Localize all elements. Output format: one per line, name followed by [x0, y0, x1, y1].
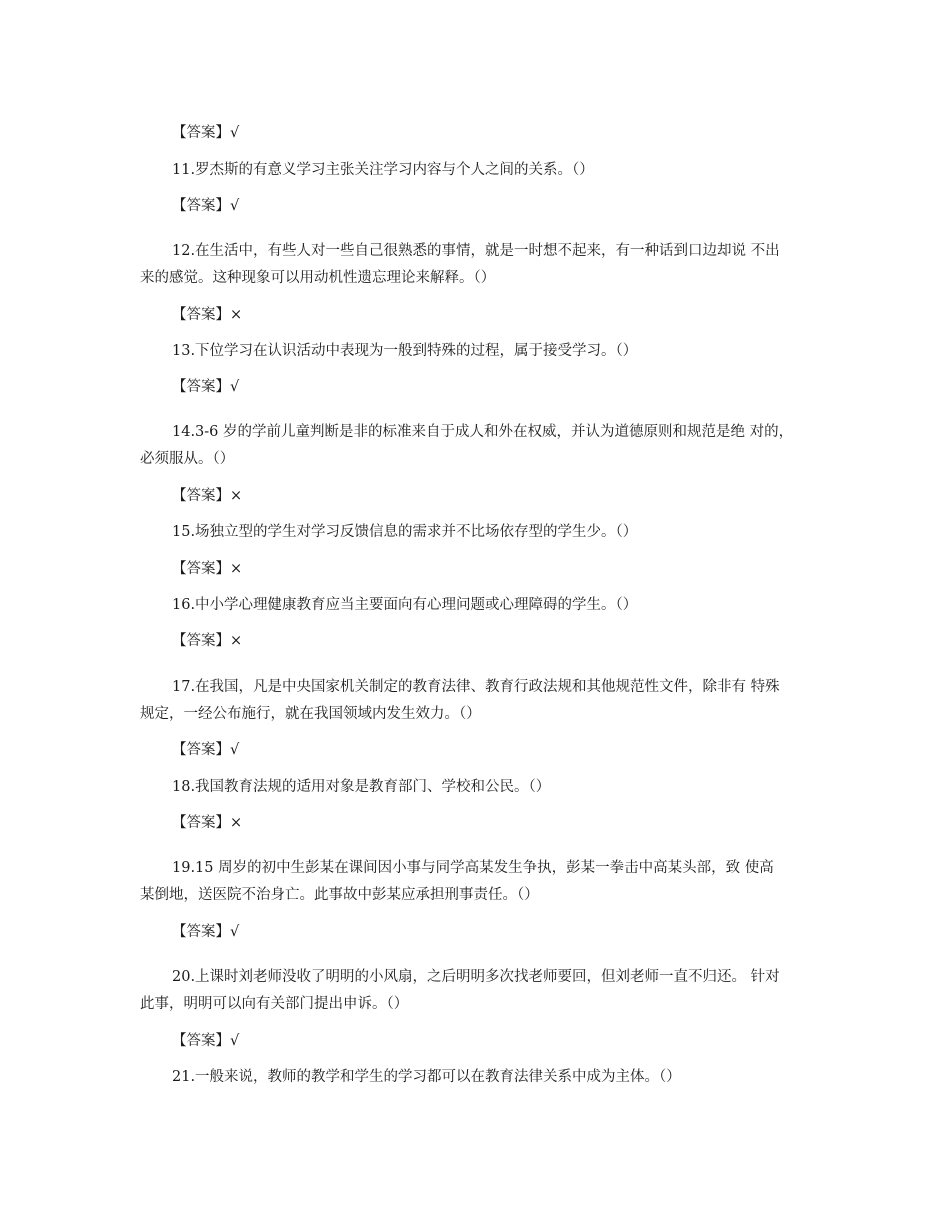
question-16: 16.中小学心理健康教育应当主要面向有心理问题或心理障碍的学生。（） — [172, 597, 638, 613]
question-14-continued: 必须服从。（） — [140, 451, 235, 467]
answer-line: 【答案】× — [172, 488, 243, 504]
question-18: 18.我国教育法规的适用对象是教育部门、学校和公民。（） — [172, 779, 551, 795]
question-12-continued: 来的感觉。这种现象可以用动机性遗忘理论来解释。（） — [140, 270, 496, 286]
question-14: 14.3-6 岁的学前儿童判断是非的标准来自于成人和外在权威，并认为道德原则和规范是绝 对的， — [172, 424, 794, 440]
answer-line: 【答案】× — [172, 633, 243, 649]
question-20-continued: 此事，明明可以向有关部门提出申诉。（） — [140, 996, 409, 1012]
question-19: 19.15 周岁的初中生彭某在课间因小事与同学高某发生争执，彭某一拳击中高某头部，致 使高 — [172, 860, 774, 876]
question-15: 15.场独立型的学生对学习反馈信息的需求并不比场依存型的学生少。（） — [172, 524, 638, 540]
question-20: 20.上课时刘老师没收了明明的小风扇，之后明明多次找老师要回，但刘老师一直不归还。 针对 — [172, 969, 780, 985]
question-11: 11.罗杰斯的有意义学习主张关注学习内容与个人之间的关系。（） — [172, 162, 594, 178]
answer-line: 【答案】× — [172, 561, 243, 577]
question-12: 12.在生活中，有些人对一些自己很熟悉的事情，就是一时想不起来，有一种话到口边却说 不出 — [172, 243, 780, 259]
answer-line: 【答案】√ — [172, 125, 240, 141]
answer-line: 【答案】√ — [172, 379, 240, 395]
answer-line: 【答案】× — [172, 815, 243, 831]
question-17: 17.在我国，凡是中央国家机关制定的教育法律、教育行政法规和其他规范性文件，除非有 特殊 — [172, 679, 780, 695]
answer-line: 【答案】√ — [172, 924, 240, 940]
answer-line: 【答案】√ — [172, 1033, 240, 1049]
question-13: 13.下位学习在认识活动中表现为一般到特殊的过程，属于接受学习。（） — [172, 343, 638, 359]
question-17-continued: 规定，一经公布施行，就在我国领域内发生效力。（） — [140, 706, 481, 722]
answer-line: 【答案】√ — [172, 742, 240, 758]
question-19-continued: 某倒地，送医院不治身亡。此事故中彭某应承担刑事责任。（） — [140, 887, 539, 903]
answer-line: 【答案】√ — [172, 198, 240, 214]
answer-line: 【答案】× — [172, 307, 243, 323]
question-21: 21.一般来说，教师的教学和学生的学习都可以在教育法律关系中成为主体。（） — [172, 1069, 681, 1085]
